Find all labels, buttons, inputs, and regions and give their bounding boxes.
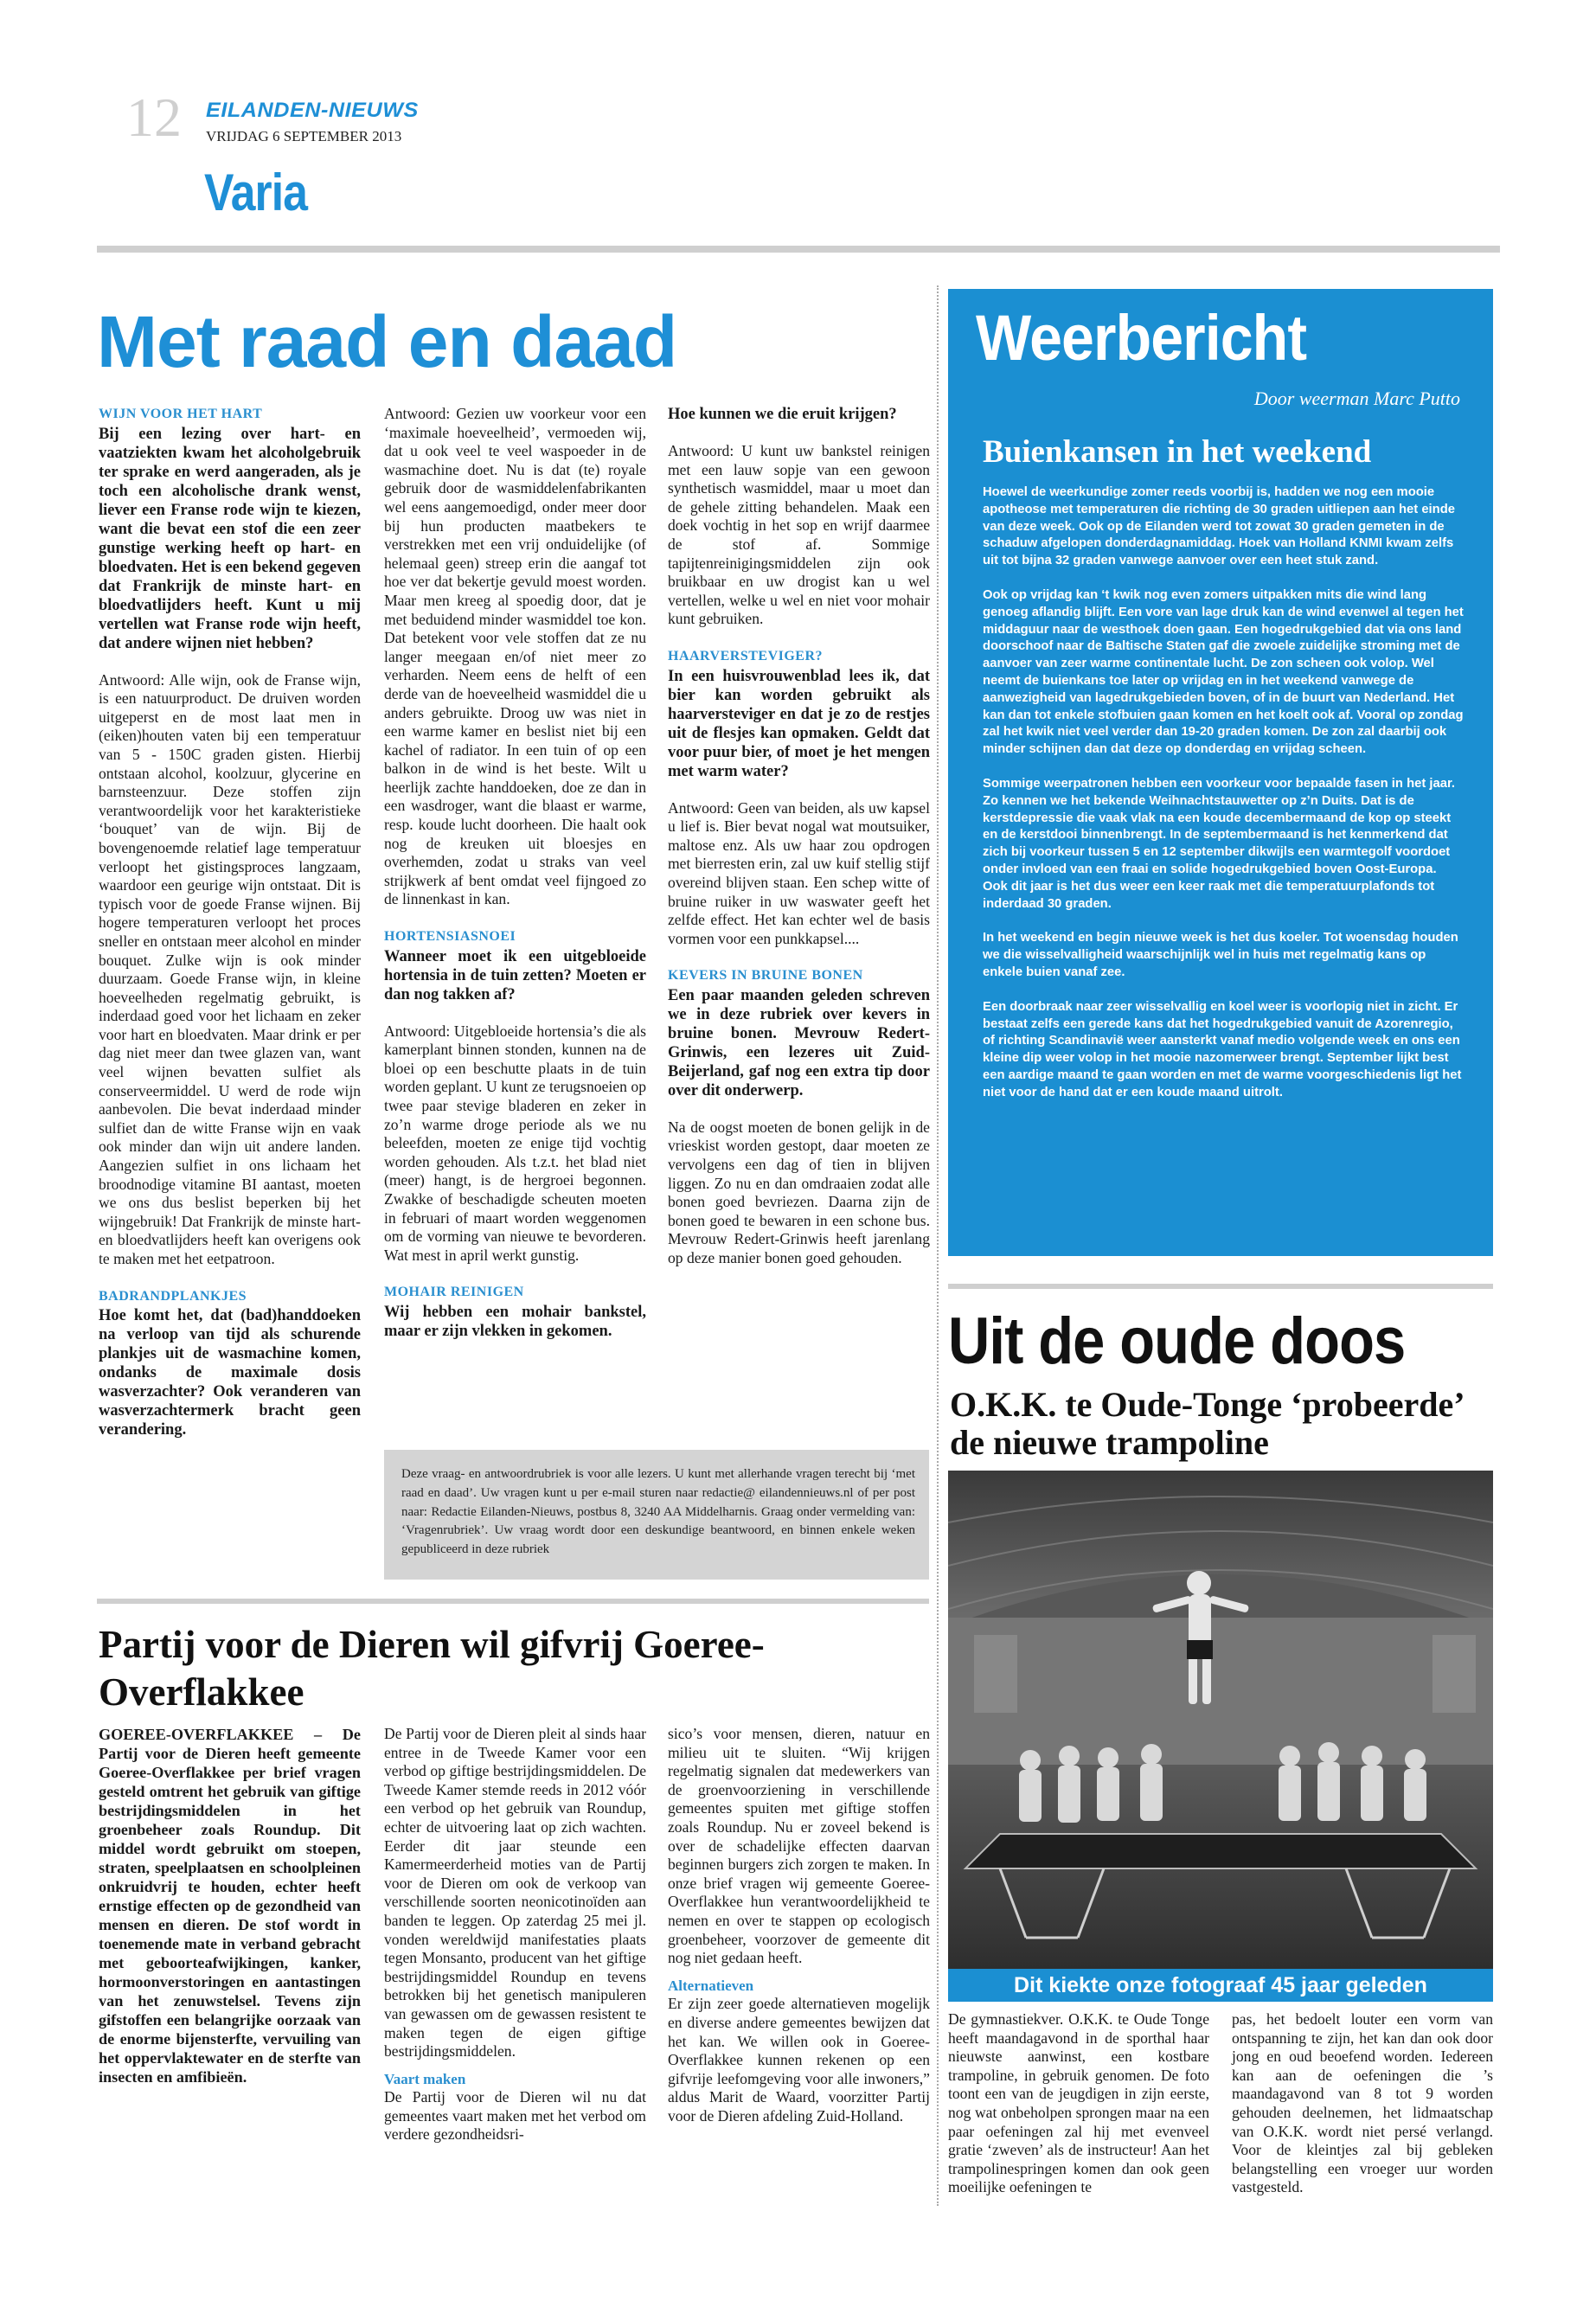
photo-caption-text: Dit kiekte onze fotograaf 45 jaar geleden	[1014, 1973, 1427, 1997]
column-divider	[937, 285, 939, 2206]
info-box-text: Deze vraag- en antwoordrubriek is voor alle lezers. U kunt met allerhande vragen terecht bij ‘met raad en daad’. Uw vragen kunt u per e-mail sturen naar redactie@ eilandennieuws.nl of per post naar: Redactie Eilanden-Nieuws, postbus 8, 3240 AA Middelharnis. Graag onder vermelding van: ‘Vragenrubriek’. Uw vraag wordt door een deskundige beantwoord, en binnen enkele weken gepubliceerd in deze rubriek	[401, 1467, 915, 1557]
trampoline-photo	[948, 1471, 1493, 1969]
oud-column-2: pas, het bedoelt louter een vorm van ontspanning te zijn, het kan dan ook door jong en oud beoefend worden. Iedereen kan aan de oefeningen die ’s maandagavond van 8 tot 9 worden gehouden deelnemen, het lidmaatschap van O.K.K. wordt niet persé verlangd. Voor de kleintjes zal bij gebleken belangstelling een vroeger uur worden vastgesteld.	[1232, 2010, 1493, 2196]
pvdd-column-3	[668, 1725, 930, 2144]
pvdd-lead: GOEREE-OVERFLAKKEE – De Partij voor de Dieren heeft gemeente Goeree-Overflakkee per brief vragen gesteld omtrent het gebruik van giftige bestrijdingsmiddelen in het groenbeheer zoals Roundup. Dit middel wordt gebruikt om stoepen, straten, speelplaatsen en schoolpleinen onkruidvrij te houden, echter heeft ernstige effecten op de gezondheid van mensen en dieren. De stof wordt in toenemende mate in verband gebracht met geboorteafwijkingen, kanker, hormoonverstoringen en aantastingen van het zenuwstelsel. Tevens zijn gifstoffen een belangrijke oorzaak van de enorme bijensterfte, vervuiling van het oppervlaktewater en de sterfte van insecten en amfibieën.	[99, 1726, 361, 2086]
oud-rule	[948, 1284, 1493, 1289]
kicker-wijn: WIJN VOOR HET HART	[99, 407, 263, 421]
pvdd-sub-vaart: Vaart maken	[384, 2070, 466, 2087]
pvdd-title: Partij voor de Dieren wil gifvrij Goeree-Overflakkee	[99, 1623, 765, 1714]
kicker-badrand: BADRANDPLANKJES	[99, 1288, 247, 1304]
issue-date: VRIJDAG 6 SEPTEMBER 2013	[206, 128, 402, 144]
oud-title: Uit de oude doos	[948, 1304, 1406, 1378]
answer-mohair: Antwoord: U kunt uw bankstel reinigen met een lauw sopje van een gewoon synthetisch wasmiddel, maar u moet dan de gehele zitting behandelen. Maak een doek vochtig in het sop en wrijf daarmee de stof af. Sommige tapijtenreinigingsmiddelen zijn ook bruikbaar en uw drogist kan u wel vertellen, welke u wel en niet voor mohair kunt gebruiken.	[668, 442, 930, 628]
question-hortensia: Wanneer moet ik een uitgebloeide hortensia in de tuin zetten? Moeten er dan nog takken af?	[384, 947, 646, 1003]
answer-kevers: Na de oogst moeten de bonen gelijk in de vrieskist worden gestopt, daar moeten ze vervolgens een dag of tien in blijven liggen. Zo nu en dan omdraaien zodat alle bonen goed bevriezen. Daarna zijn de bonen goed te bewaren in een schone bus. Mevrouw Redert-Grinwis heeft jarenlang op deze manier bonen goed gehouden.	[668, 1118, 930, 1267]
weather-paragraph-3: Sommige weerpatronen hebben een voorkeur voor bepaalde fasen in het jaar. Zo kennen we het bekende Weihnachtstauwetter op z’n Duits. Dat is de kerstdepressie die vaak vlak na een koude decembermaand de kop op steekt en de kerstdooi binnenbrengt. In de septembermaand is het kenmerkend dat zich bij voorkeur tussen 5 en 12 september dikwijls een warmtegolf voordoet onder invloed van een fraai en solide hogedrukgebied boven Oost-Europa. Ook dit jaar is het dus weer een keer raak met die temperatuurplafonds tot inderdaad 30 graden.	[983, 776, 1455, 911]
trampoline-photo-image	[948, 1471, 1493, 1969]
raad-column-1	[99, 405, 361, 1458]
question-mohair: Wij hebben een mohair bankstel, maar er zijn vlekken in gekomen.	[384, 1303, 646, 1340]
weather-panel	[948, 289, 1493, 1256]
pvdd-col3-text: sico’s voor mensen, dieren, natuur en milieu uit te sluiten. “Wij krijgen regelmatig signalen dat medewerkers van de groenvoorziening in verschillende gemeentes spuiten met giftige stoffen zoals Roundup. Nu er zoveel bekend is over de schadelijke effecten daarvan beginnen burgers zich zorgen te maken. In onze brief vragen wij gemeente Goeree-Overflakkee hun verantwoordelijkheid te nemen en over te stappen op ecologisch groenbeheer, voorzover de gemeente dit nog niet gedaan heeft.	[668, 1725, 930, 1967]
section-title: Varia	[204, 163, 308, 221]
pvdd-col2-text-b: De Partij voor de Dieren wil nu dat gemeentes vaart maken met het verbod om verdere gezondheidsri-	[384, 2088, 646, 2144]
weather-byline: Door weerman Marc Putto	[1253, 388, 1460, 409]
raad-column-2	[384, 405, 646, 1359]
weather-body	[983, 484, 1464, 1119]
pvdd-column-1	[99, 1725, 361, 2105]
brand-logo: EILANDEN-NIEUWS	[206, 99, 419, 122]
answer-hortensia: Antwoord: Uitgebloeide hortensia’s die als kamerplant binnen stonden, kunnen na de bloei op een beschutte plaats in de tuin worden geplant. U kunt ze terugsnoeien op twee paar stevige bladeren en zeker in zo’n warme droge periode als we nu beleefden, moeten ze enige tijd vochtig worden gehouden. Als t.z.t. het blad niet (meer) hangt, is de hergroei begonnen. Zwakke of beschadigde scheuten moeten in februari of maart worden weggenomen om de vorming van nieuwe te bevorderen. Wat mest in april werkt gunstig.	[384, 1022, 646, 1264]
answer-wijn: Antwoord: Alle wijn, ook de Franse wijn, is een natuurproduct. De druiven worden uitgeperst en de most laat men in (eiken)houten vaten bij een temperatuur van 5 - 150C graden gisten. Hierbij ontstaan alcohol, koolzuur, glycerine en barnsteenzuur. Deze stoffen zijn verantwoordelijk voor het karakteristieke ‘bouquet’ van de wijn. Bij de bovengenoemde relatief lage temperatuur verloopt het gistingsproces langzaam, waardoor een geurige wijn ontstaat. Dit is typisch voor de goede Franse wijnen. Bij hogere temperaturen verloopt het proces sneller en ontstaan meer alcohol en minder bouquet. Zulke wijn is ook minder duurzaam. Goede Franse wijn, in kleine hoeveelheden regelmatig gebruikt, is inderdaad goed voor het lichaam en zeker voor hart en bloedvaten. Maar drink er per dag niet meer dan twee glazen van, want veel wijnen bevatten sulfiet als conserveermiddel. U werd de rode wijn aanbevolen. Die bevat inderdaad minder sulfiet dan de witte Franse wijn en vaak ook minder dan wijn uit andere landen. Aangezien sulfiet in ons lichaam het broodnodige vitamine BI aantast, moeten we ons dus beslist beperken bij het wijngebruik! Dat Frankrijk de minste hart- en bloedvatlijders heeft kan overigens ook te maken met het eetpatroon.	[99, 670, 361, 1267]
kicker-hortensia: HORTENSIASNOEI	[384, 929, 516, 945]
pvdd-rule	[97, 1599, 929, 1604]
weather-paragraph-2: Ook op vrijdag kan ‘t kwik nog even zomers uitpakken mits die wind lang genoeg aflandig blijft. Een vore van lage druk kan de wind evenwel al tegen het middaguur naar de westhoek doen gaan. Een hogedrukgebied dat via ons land doorschoof naar de Baltische Staten gaf die zwoele zuidelijke stroming met de aanvoer van zeer warme continentale lucht. De zon scheen ook volop. Wel neemt de buienkans toe later op vrijdag en in het weekend vanwege de aanwezigheid van lagedrukgebieden boven, of in de buurt van Nederland. Het kan dan tot enkele stofbuien gaan komen en het koelt ook af. Vooral op zondag zal het kwik niet veel verder dan 19-20 graden komen. De zon zal daarbij ook minder schijnen dan dat deze op donderdag en vrijdag scheen.	[983, 587, 1464, 757]
answer-haar: Antwoord: Geen van beiden, als uw kapsel u lief is. Bier bevat nogal wat moutsuiker, maltose enz. Als uw haar zou opdrogen met bierresten erin, zal uw kuif stellig stijf overeind blijven staan. Een schep witte of bruine ruiker in uw waswater geeft het zelfde effect. Het kan echter wel de basis vormen voor een punkkapsel....	[668, 798, 930, 947]
question-mohair-cont: Hoe kunnen we die eruit krijgen?	[668, 406, 897, 423]
raad-column-3	[668, 405, 930, 1286]
kicker-haar: HAARVERSTEVIGER?	[668, 648, 824, 663]
weather-paragraph-4: In het weekend en begin nieuwe week is het dus koeler. Tot woensdag houden we die wisselvalligheid waarschijnlijk wel in huis met regelmatig kans op enkele buien vanaf zee.	[983, 931, 1458, 979]
question-badrand: Hoe komt het, dat (bad)handdoeken na verloop van tijd als schurende plankjes uit de wasmachine komen, ondanks de maximale dosis wasverzachter? Ook veranderen van wasverzachtermerk bracht geen verandering.	[99, 1307, 361, 1439]
oud-subtitle: O.K.K. te Oude-Tonge ‘probeerde’ de nieuwe trampoline	[950, 1385, 1463, 1462]
weather-subtitle: Buienkansen in het weekend	[983, 434, 1372, 470]
weather-title: Weerbericht	[976, 302, 1307, 374]
question-haar: In een huisvrouwenblad lees ik, dat bier kan worden gebruikt als haarversteviger en dat je zo de restjes uit de flesjes kan opmaken. Geldt dat voor puur bier, of moet je het mengen met warm water?	[668, 667, 930, 780]
kicker-kevers: KEVERS IN BRUINE BONEN	[668, 968, 863, 984]
question-wijn: Bij een lezing over hart- en vaatziekten kwam het alcoholgebruik ter sprake en werd aangeraden, als je toch een alcoholische drank wenst, liever een Franse rode wijn te kiezen, want die bevat een stof die een zeer gunstige werking heeft op hart- en bloedvaten. Het is een bekend gegeven dat Frankrijk de minste hart- en bloedvatlijders heeft. Kunt u mij vertellen wat Franse rode wijn heeft, dat andere wijnen niet hebben?	[99, 425, 361, 652]
weather-paragraph-1: Hoewel de weerkundige zomer reeds voorbij is, hadden we nog een mooie apotheose met temperaturen die richting de 30 graden uitliepen aan het einde van deze week. Ook op de Eilanden werd tot zowat 30 graden gemeten in de schaduw afgelopen donderdagnamiddag. Hoek van Holland KNMI kwam zelfs uit tot bijna 32 graden vanwege aanvoer over een heet stuk zand.	[983, 485, 1455, 568]
raad-headline: Met raad en daad	[97, 301, 677, 382]
header-rule	[97, 246, 1500, 253]
question-kevers: Een paar maanden geleden schreven we in deze rubriek over kevers in bruine bonen. Mevrouw Redert-Grinwis, een lezeres uit Zuid-Beijerland, gaf nog een extra tip door over dit onderwerp.	[668, 986, 930, 1099]
kicker-mohair: MOHAIR REINIGEN	[384, 1285, 524, 1300]
pvdd-sub-alternatieven: Alternatieven	[668, 1977, 754, 1994]
pvdd-col3-text-b: Er zijn zeer goede alternatieven mogelijk en diverse andere gemeentes bewijzen dat het kan. We willen ook in Goeree-Overflakkee kunnen rekenen op een gifvrije leefomgeving voor alle inwoners,” aldus Marit de Waard, voorzitter Partij voor de Dieren afdeling Zuid-Holland.	[668, 1995, 930, 2125]
page-number: 12	[126, 87, 182, 148]
answer-badrand: Antwoord: Gezien uw voorkeur voor een ‘maximale hoeveelheid’, vermoeden wij, dat u ook veel te veel waspoeder in de wasmachine doet. Nu is dat (te) royale gebruik door de wasmiddelenfabrikanten wel eens aangemoedigd, onder meer door bij hun producten maatbekers te verstrekken met een vrij onduidelijke (of helemaal geen) streep erin die aangaf tot hoe ver dat bekertje gevuld moest worden. Maar men kreeg al spoedig door, dat je met beduidend minder wasmiddel toe kon. Dat betekent voor vele stoffen dat ze nu langer meegaan en/of niet meer zo verharden. Neem eens de helft of een derde van de hoeveelheid wasmiddel die u anders gebruikte. Droog uw was niet in een warme kamer en beslist niet bij een kachel of radiator. In een tuin of op een balkon in de wind is het beste. Wilt u heerlijk zachte handdoeken, doe ze dan in een wasdroger, want die blaast er warme, resp. koude lucht doorheen. Die haalt ook nog de kreuken uit bloesjes en overhemden, zodat u straks van veel strijkwerk af bent omdat veel fijngoed zo de linnenkast in kan.	[384, 405, 646, 908]
weather-paragraph-5: Een doorbraak naar zeer wisselvallig en koel weer is voorlopig niet in zicht. Er bestaat zelfs een gerede kans dat het hogedrukgebied vanuit de Azorenregio, of richting Scandinavië weer aansterkt vanaf medio volgende week en ons een kleine dip weer volop in het mooie nazomerweer brengt. September lijkt best een aardige maand te gaan worden en met de warme voorgeschiedenis ligt het niet voor de hand dat er een koude maand uitrolt.	[983, 999, 1462, 1099]
pvdd-column-2	[384, 1725, 646, 2163]
photo-caption	[948, 1969, 1493, 2002]
info-box	[384, 1450, 929, 1580]
oud-column-1: De gymnastiekver. O.K.K. te Oude Tonge heeft maandagavond in de sporthal haar nieuwste aanwinst, een kostbare trampoline, in gebruik genomen. De foto toont een van de jeugdigen in zijn eerste, nog wat onbeholpen sprongen maar na een paar oefeningen zal hij met evenveel gratie ‘zweven’ als de instructeur! Aan het trampolinespringen komen dan ook geen moeilijke oefeningen te	[948, 2010, 1209, 2196]
pvdd-col2-text: De Partij voor de Dieren pleit al sinds haar entree in de Tweede Kamer voor een verbod op giftige bestrijdingsmiddelen. De Tweede Kamer stemde reeds in 2012 vóór een verbod op het gebruik van Roundup, echter de uitvoering laat op zich wachten. Eerder dit jaar steunde een Kamermeerderheid moties van de Partij voor de Dieren om ook de verkoop van verschillende soorten neonicotinoïden aan banden te leggen. Op zaterdag 25 mei jl. vonden wereldwijd manifestaties plaats tegen Monsanto, producent van het giftige bestrijdingsmiddel Roundup en tevens betrokken bij het genetisch manipuleren van gewassen om de gewassen resistent te maken tegen de eigen giftige bestrijdingsmiddelen.	[384, 1725, 646, 2061]
